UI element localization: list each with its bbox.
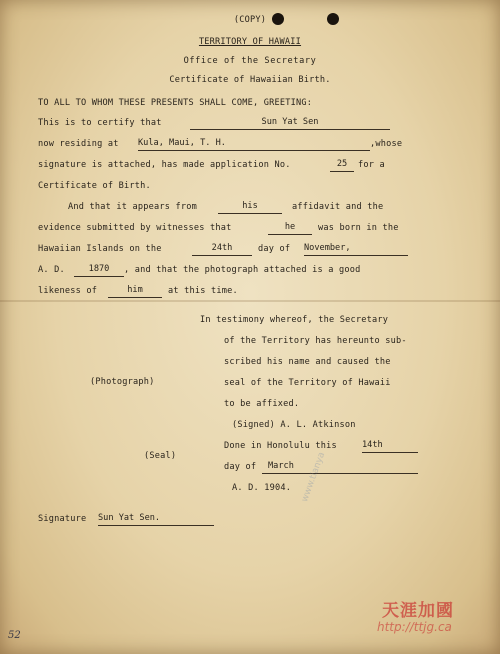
testimony-line-5: to be affixed. [224, 399, 300, 409]
appears-prefix: And that it appears from [68, 202, 197, 212]
seal-label: (Seal) [144, 451, 177, 461]
born-prefix: Hawaiian Islands on the [38, 244, 162, 254]
done-prefix: Done in Honolulu this [224, 441, 337, 451]
pronoun-him: him [127, 285, 143, 295]
underline [218, 213, 282, 214]
day-of: day of [258, 244, 291, 254]
faint-watermark: www.tianya [300, 450, 328, 504]
issue-day: 14th [362, 440, 383, 450]
watermark-logo: 天涯加國 [382, 601, 454, 621]
whose-suffix: ,whose [370, 139, 403, 149]
application-prefix: signature is attached, has made application No. [38, 160, 291, 170]
greeting: TO ALL TO WHOM THESE PRESENTS SHALL COME, GREETING: [38, 98, 313, 108]
testimony-line-2: of the Territory has hereunto sub- [224, 336, 407, 346]
evidence-prefix: evidence submitted by witnesses that [38, 223, 232, 233]
likeness-suffix: at this time. [168, 286, 238, 296]
underline [98, 525, 214, 526]
underline [138, 150, 370, 151]
underline [108, 297, 162, 298]
signed-secretary: (Signed) A. L. Atkinson [232, 420, 356, 430]
ad-prefix: A. D. [38, 265, 65, 275]
birth-day: 24th [211, 243, 233, 253]
paper-fold [0, 300, 500, 302]
appears-suffix: affidavit and the [292, 202, 384, 212]
territory-heading: TERRITORY OF HAWAII [198, 37, 302, 47]
residence: Kula, Maui, T. H. [138, 138, 226, 148]
handwritten-page-number: 52 [8, 630, 21, 641]
certificate-of-birth: Certificate of Birth. [38, 181, 151, 191]
applicant-name: Sun Yat Sen [261, 117, 319, 127]
watermark-url: http://ttjg.ca [377, 620, 452, 634]
likeness-prefix: likeness of [38, 286, 98, 296]
issue-month: March [268, 461, 294, 471]
application-number: 25 [336, 159, 348, 169]
application-suffix: for a [358, 160, 385, 170]
issue-year: A. D. 1904. [232, 483, 292, 493]
birth-year: 1870 [88, 264, 110, 274]
underline [262, 473, 418, 474]
residing-prefix: now residing at [38, 139, 119, 149]
copy-mark: (COPY) [233, 15, 267, 25]
signature-prefix: Signature [38, 514, 87, 524]
signature-name: Sun Yat Sen. [98, 513, 161, 523]
birth-month: November, [304, 243, 351, 253]
underline [304, 255, 408, 256]
office-heading: Office of the Secretary [183, 56, 317, 66]
testimony-line-1: In testimony whereof, the Secretary [200, 315, 389, 325]
underline [362, 452, 418, 453]
underline [330, 171, 354, 172]
underline [190, 129, 390, 130]
certificate-title: Certificate of Hawaiian Birth. [169, 75, 331, 85]
pronoun-he: he [284, 222, 296, 232]
certify-prefix: This is to certify that [38, 118, 162, 128]
evidence-suffix: was born in the [318, 223, 399, 233]
underline [268, 234, 312, 235]
underline [74, 276, 124, 277]
testimony-line-4: seal of the Territory of Hawaii [224, 378, 391, 388]
underline [192, 255, 252, 256]
photograph-clause: , and that the photograph attached is a good [124, 265, 361, 275]
pronoun-his: his [242, 201, 258, 211]
month-prefix: day of [224, 462, 257, 472]
photograph-label: (Photograph) [90, 377, 155, 387]
testimony-line-3: scribed his name and caused the [224, 357, 391, 367]
